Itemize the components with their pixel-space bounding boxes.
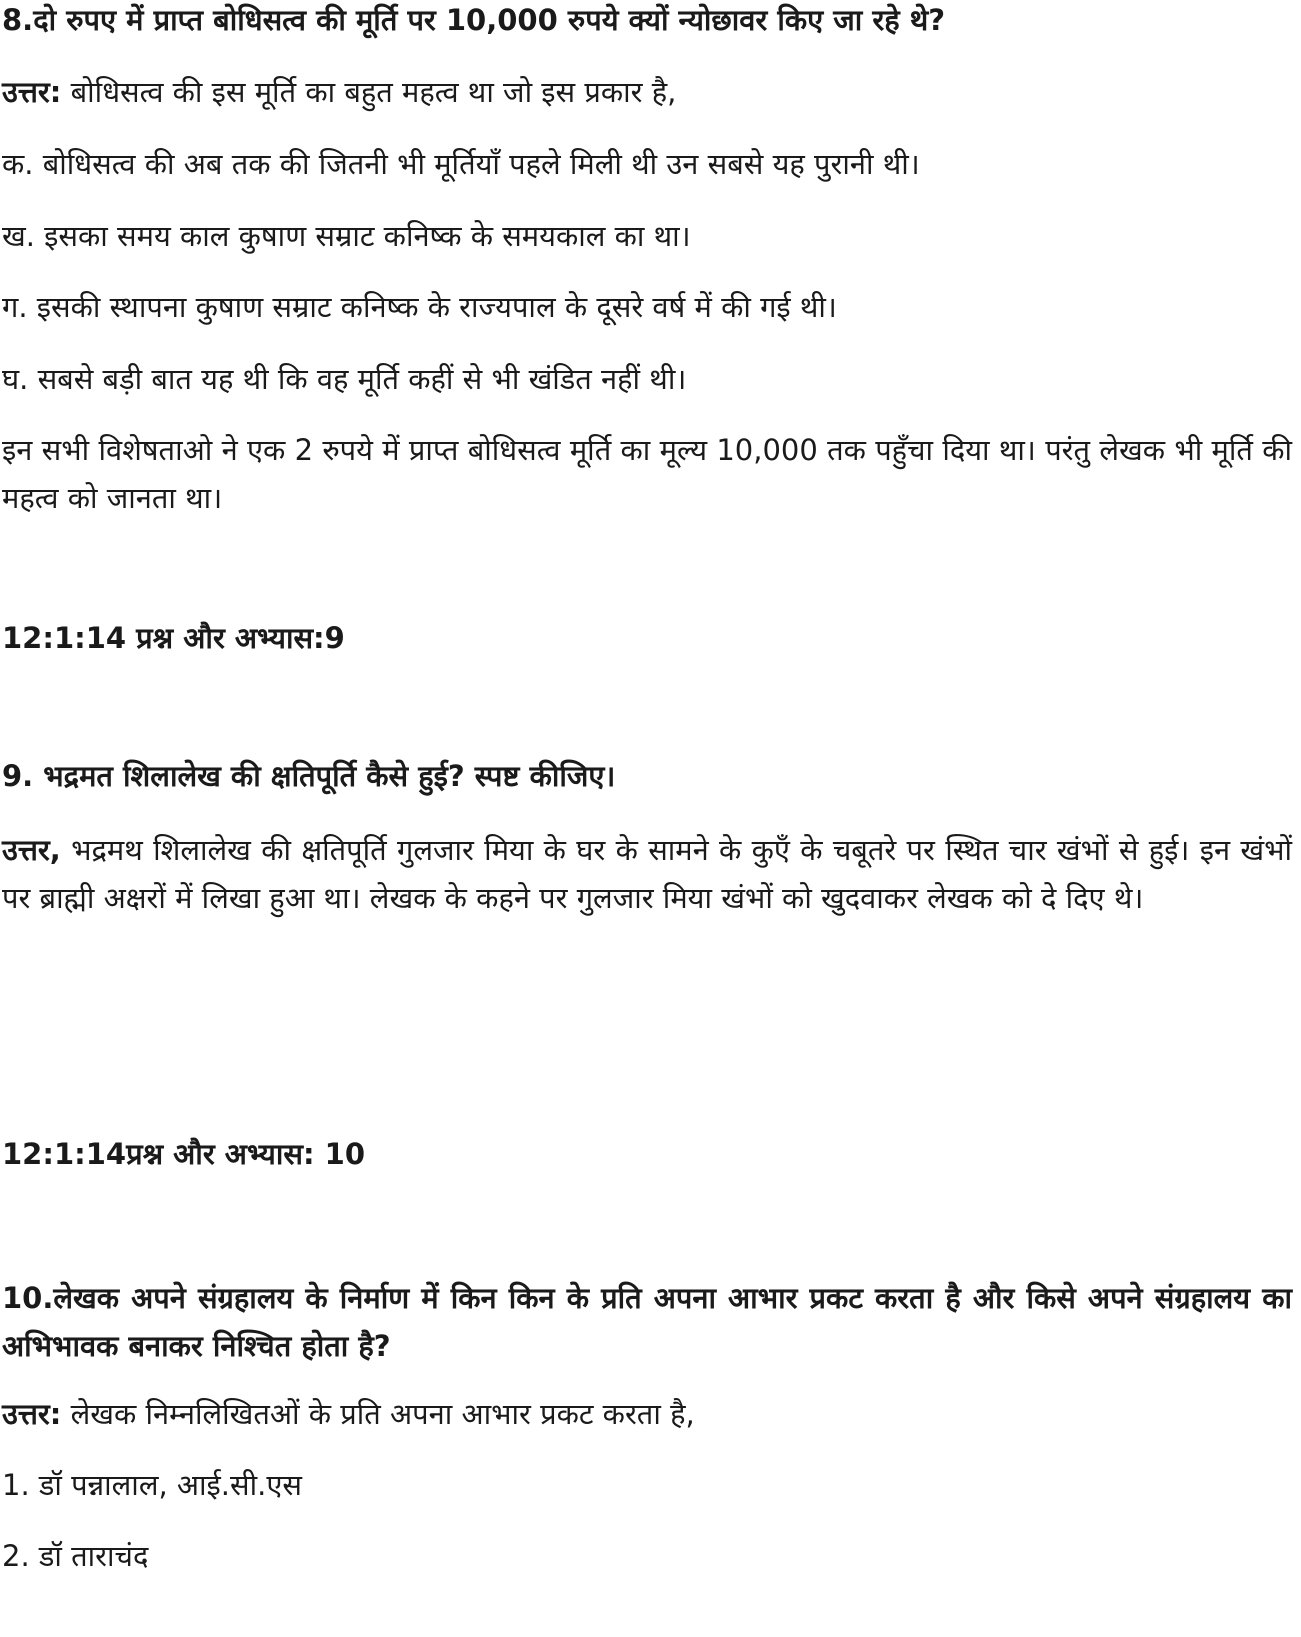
answer-8-conclusion: इन सभी विशेषताओ ने एक 2 रुपये में प्राप्त बोधिसत्व मूर्ति का मूल्य 10,000 तक पहुँचा दिया था। परंतु लेखक भी मूर्ति की महत्व को जानता था। xyxy=(2,433,1292,515)
question-10: 10.लेखक अपने संग्रहालय के निर्माण में किन किन के प्रति अपना आभार प्रकट करता है और किसे अपने संग्रहालय का अभिभावक बनाकर निश्चित होता है? xyxy=(2,1281,1292,1363)
answer-label: उत्तर: xyxy=(2,1397,62,1431)
answer-9 xyxy=(2,826,1292,922)
section-heading-10: 12:1:14प्रश्न और अभ्यास: 10 xyxy=(2,1137,366,1171)
question-8: 8.दो रुपए में प्राप्त बोधिसत्व की मूर्ति पर 10,000 रुपये क्यों न्योछावर किए जा रहे थे? xyxy=(2,3,946,37)
question-9: 9. भद्रमत शिलालेख की क्षतिपूर्ति कैसे हुई? स्पष्ट कीजिए। xyxy=(2,759,616,793)
answer-8-point-ka: क. बोधिसत्व की अब तक की जितनी भी मूर्तियाँ पहले मिली थी उन सबसे यह पुरानी थी। xyxy=(2,147,920,181)
answer-10-intro xyxy=(2,1396,695,1432)
answer-9-text: भद्रमथ शिलालेख की क्षतिपूर्ति गुलजार मिया के घर के सामने के कुएँ के चबूतरे पर स्थित चार खंभों से हुई। इन खंभों पर ब्राह्मी अक्षरों में लिखा हुआ था। लेखक के कहने पर गुलजार मिया खंभों को खुदवाकर लेखक को दे दिए थे। xyxy=(2,833,1292,915)
answer-intro-text: लेखक निम्नलिखितओं के प्रति अपना आभार प्रकट करता है, xyxy=(61,1397,695,1431)
answer-8-point-ga: ग. इसकी स्थापना कुषाण सम्राट कनिष्क के राज्यपाल के दूसरे वर्ष में की गई थी। xyxy=(2,290,837,324)
answer-10-list-item-2: 2. डॉ ताराचंद xyxy=(2,1539,149,1573)
answer-8-intro xyxy=(2,74,676,110)
answer-intro-text: बोधिसत्व की इस मूर्ति का बहुत महत्व था जो इस प्रकार है, xyxy=(61,75,677,109)
answer-10-list-item-1: 1. डॉ पन्नालाल, आई.सी.एस xyxy=(2,1468,302,1502)
answer-8-point-gha: घ. सबसे बड़ी बात यह थी कि वह मूर्ति कहीं से भी खंडित नहीं थी। xyxy=(2,362,687,396)
section-heading-9: 12:1:14 प्रश्न और अभ्यास:9 xyxy=(2,621,345,655)
answer-label: उत्तर, xyxy=(2,833,61,867)
answer-label: उत्तर: xyxy=(2,75,62,109)
answer-8-point-kha: ख. इसका समय काल कुषाण सम्राट कनिष्क के समयकाल का था। xyxy=(2,219,691,253)
